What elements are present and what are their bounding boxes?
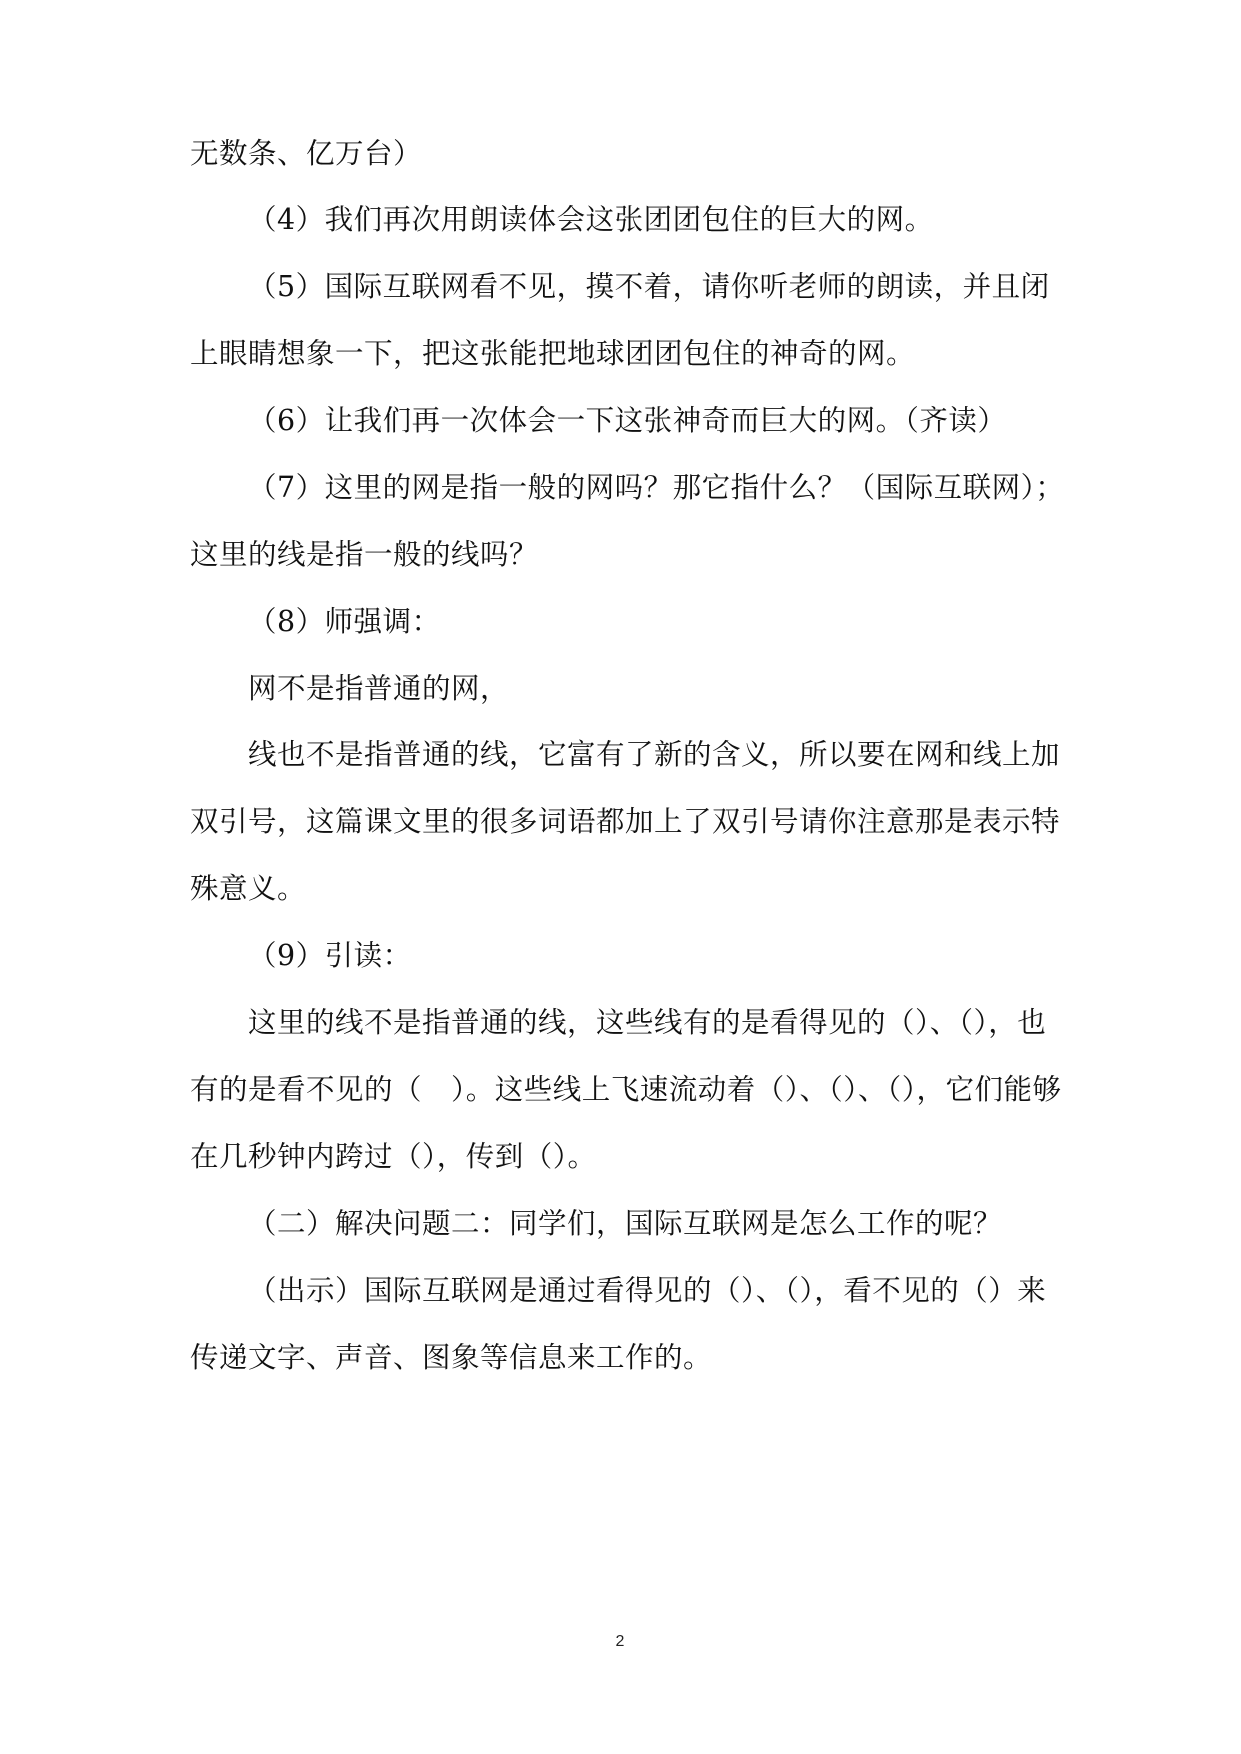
text-line: 这里的线不是指普通的线，这些线有的是看得见的（）、（），也 bbox=[248, 1006, 1047, 1039]
text-line: （7）这里的网是指一般的网吗？那它指什么？（国际互联网）； bbox=[248, 471, 1065, 504]
text-line: 双引号，这篇课文里的很多词语都加上了双引号请你注意那是表示特 bbox=[190, 805, 1061, 838]
text-line: 殊意义。 bbox=[190, 872, 307, 905]
text-line: 这里的线是指一般的线吗？ bbox=[190, 538, 539, 571]
text-line: （6）让我们再一次体会一下这张神奇而巨大的网。（齐读） bbox=[248, 404, 1007, 437]
text-line: 在几秒钟内跨过（），传到（）。 bbox=[190, 1140, 597, 1173]
text-line: （出示）国际互联网是通过看得见的（）、（），看不见的（）来 bbox=[248, 1274, 1047, 1307]
text-line: 无数条、亿万台） bbox=[190, 137, 423, 170]
text-line: （二）解决问题二：同学们，国际互联网是怎么工作的呢？ bbox=[248, 1207, 1003, 1240]
text-line: （4）我们再次用朗读体会这张团团包住的巨大的网。 bbox=[248, 203, 934, 236]
text-line: 传递文字、声音、图象等信息来工作的。 bbox=[190, 1341, 713, 1374]
text-line: 有的是看不见的（ ）。这些线上飞速流动着（）、（）、（），它们能够 bbox=[190, 1073, 1062, 1106]
text-line: 网不是指普通的网， bbox=[248, 672, 510, 705]
text-line: （9）引读： bbox=[248, 939, 412, 972]
text-line: 线也不是指普通的线，它富有了新的含义，所以要在网和线上加 bbox=[248, 738, 1061, 771]
text-line: 上眼睛想象一下，把这张能把地球团团包住的神奇的网。 bbox=[190, 337, 916, 370]
page-number: 2 bbox=[615, 1633, 625, 1650]
text-line: （5）国际互联网看不见，摸不着，请你听老师的朗读，并且闭 bbox=[248, 270, 1050, 303]
text-line: （8）师强调： bbox=[248, 605, 441, 638]
